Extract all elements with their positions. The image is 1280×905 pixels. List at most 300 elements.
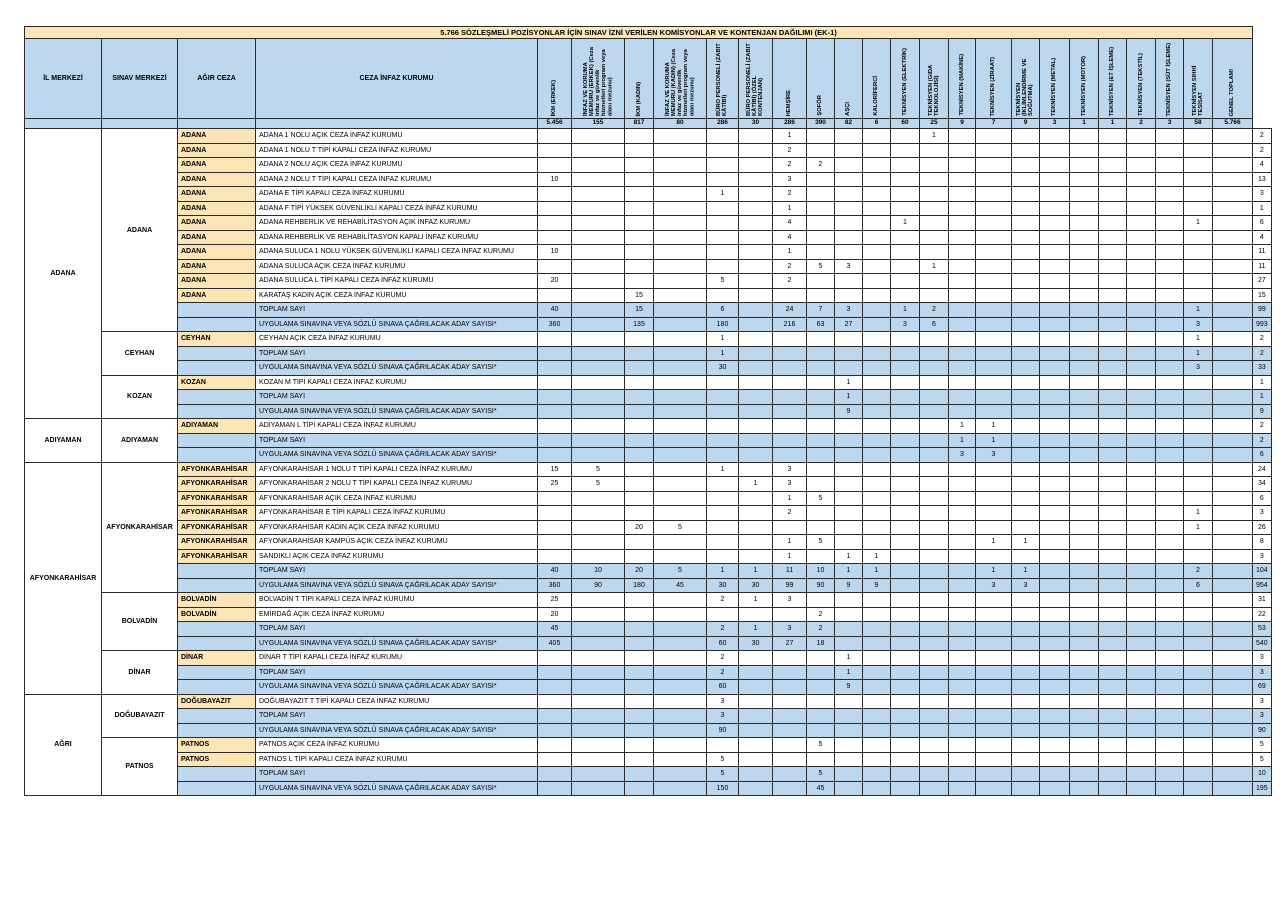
value-cell: 2 [807, 607, 835, 622]
value-cell: 1 [835, 651, 863, 666]
value-cell [835, 694, 863, 709]
value-cell [1156, 201, 1184, 216]
value-cell [1099, 375, 1127, 390]
value-cell [1099, 781, 1127, 796]
value-cell [891, 665, 920, 680]
value-cell [1184, 535, 1213, 550]
value-cell [1099, 520, 1127, 535]
value-cell [654, 709, 707, 724]
value-cell [1040, 172, 1070, 187]
agir-ceza-cell: ADANA [178, 216, 256, 231]
kurum-cell: UYGULAMA SINAVINA VEYA SÖZLÜ SINAVA ÇAĞRILACAK ADAY SAYISI* [256, 723, 538, 738]
value-cell [538, 491, 572, 506]
genel-toplam-cell: 5 [1253, 738, 1272, 753]
value-cell [773, 738, 807, 753]
value-cell [538, 187, 572, 202]
summary-row [25, 781, 1272, 796]
value-cell [572, 535, 625, 550]
value-cell [1012, 781, 1040, 796]
agir-ceza-cell [178, 433, 256, 448]
value-cell [1127, 665, 1156, 680]
kurum-cell: UYGULAMA SINAVINA VEYA SÖZLÜ SINAVA ÇAĞRILACAK ADAY SAYISI* [256, 448, 538, 463]
value-cell [1127, 259, 1156, 274]
header-position-label: TEKNİSYEN (GIDA TEKNOLOJİSİ) [927, 65, 940, 116]
value-cell: 3 [891, 317, 920, 332]
header-position [538, 39, 572, 119]
value-cell [1012, 680, 1040, 695]
kurum-cell: TOPLAM SAYI [256, 303, 538, 318]
value-cell [1099, 694, 1127, 709]
value-cell [1127, 303, 1156, 318]
kurum-cell: ADANA F TİPİ YÜKSEK GÜVENLİKLİ KAPALI CEZA İNFAZ KURUMU [256, 201, 538, 216]
value-cell [1213, 767, 1253, 782]
table-row [25, 274, 1272, 289]
value-cell [835, 622, 863, 637]
value-cell [863, 201, 891, 216]
value-cell [1213, 491, 1253, 506]
value-cell [949, 361, 976, 376]
value-cell [1099, 419, 1127, 434]
agir-ceza-cell: ADANA [178, 129, 256, 144]
value-cell [538, 752, 572, 767]
value-cell [1099, 738, 1127, 753]
value-cell [1012, 172, 1040, 187]
value-cell [1184, 549, 1213, 564]
value-cell [654, 419, 707, 434]
value-cell [863, 129, 891, 144]
table-row [25, 129, 1272, 144]
value-cell [976, 593, 1012, 608]
value-cell [807, 752, 835, 767]
header-position-label: TEKNİSYEN (ZİRAAT) [990, 56, 997, 116]
value-cell [1099, 665, 1127, 680]
value-cell [1184, 172, 1213, 187]
header-position [1012, 39, 1040, 119]
value-cell [1012, 607, 1040, 622]
value-cell [654, 477, 707, 492]
genel-toplam-cell: 6 [1253, 216, 1272, 231]
value-cell [1156, 158, 1184, 173]
value-cell [1184, 433, 1213, 448]
table-row [25, 535, 1272, 550]
value-cell [863, 607, 891, 622]
value-cell [739, 680, 773, 695]
value-cell [1012, 259, 1040, 274]
value-cell [538, 332, 572, 347]
position-total: 80 [654, 119, 707, 129]
agir-ceza-cell [178, 767, 256, 782]
value-cell: 60 [707, 680, 739, 695]
kurum-cell: UYGULAMA SINAVINA VEYA SÖZLÜ SINAVA ÇAĞRILACAK ADAY SAYISI* [256, 636, 538, 651]
value-cell: 1 [1184, 332, 1213, 347]
value-cell [835, 723, 863, 738]
value-cell: 20 [538, 607, 572, 622]
kurum-cell: AFYONKARAHİSAR AÇIK CEZA İNFAZ KURUMU [256, 491, 538, 506]
value-cell [891, 723, 920, 738]
value-cell [654, 680, 707, 695]
value-cell [1213, 680, 1253, 695]
value-cell [863, 665, 891, 680]
value-cell [1127, 767, 1156, 782]
value-cell [976, 317, 1012, 332]
header-agir-ceza: AĞIR CEZA [178, 39, 256, 119]
header-position-label: ŞOFÖR [817, 95, 824, 116]
value-cell: 2 [807, 622, 835, 637]
value-cell [1012, 129, 1040, 144]
kurum-cell: UYGULAMA SINAVINA VEYA SÖZLÜ SINAVA ÇAĞRILACAK ADAY SAYISI* [256, 781, 538, 796]
value-cell [1040, 477, 1070, 492]
kurum-cell: AFYONKARAHİSAR 2 NOLU T TİPİ KAPALI CEZA İNFAZ KURUMU [256, 477, 538, 492]
value-cell: 1 [773, 245, 807, 260]
value-cell [807, 230, 835, 245]
sinav-merkezi-cell: ADIYAMAN [102, 419, 178, 463]
value-cell [891, 404, 920, 419]
value-cell [863, 346, 891, 361]
value-cell [976, 491, 1012, 506]
value-cell [1040, 462, 1070, 477]
value-cell [1040, 622, 1070, 637]
value-cell [863, 303, 891, 318]
value-cell [976, 172, 1012, 187]
value-cell [891, 781, 920, 796]
value-cell [1184, 259, 1213, 274]
table-row [25, 332, 1272, 347]
value-cell [891, 172, 920, 187]
value-cell [739, 143, 773, 158]
value-cell [1070, 158, 1099, 173]
value-cell [976, 477, 1012, 492]
value-cell [920, 419, 949, 434]
value-cell [1099, 448, 1127, 463]
value-cell [572, 361, 625, 376]
value-cell [863, 332, 891, 347]
value-cell [863, 288, 891, 303]
position-total: 82 [835, 119, 863, 129]
value-cell [1070, 274, 1099, 289]
value-cell [1156, 564, 1184, 579]
position-total: 5.456 [538, 119, 572, 129]
value-cell [835, 201, 863, 216]
agir-ceza-cell: AFYONKARAHİSAR [178, 520, 256, 535]
header-position-label: TEKNİSYEN (İKLİMLENDİRME VE SOĞUTMA) [1016, 58, 1035, 116]
header-position [891, 39, 920, 119]
value-cell [572, 346, 625, 361]
value-cell [891, 593, 920, 608]
value-cell [739, 332, 773, 347]
value-cell [863, 694, 891, 709]
value-cell [773, 404, 807, 419]
value-cell [863, 709, 891, 724]
value-cell [891, 477, 920, 492]
value-cell [1012, 462, 1040, 477]
value-cell [835, 288, 863, 303]
agir-ceza-cell: CEYHAN [178, 332, 256, 347]
value-cell [976, 723, 1012, 738]
table-row [25, 259, 1272, 274]
value-cell [1040, 259, 1070, 274]
position-total: 1 [1070, 119, 1099, 129]
value-cell [707, 158, 739, 173]
value-cell [1070, 187, 1099, 202]
value-cell [976, 738, 1012, 753]
value-cell [1127, 230, 1156, 245]
value-cell [572, 216, 625, 231]
value-cell [1040, 781, 1070, 796]
value-cell [949, 665, 976, 680]
value-cell [1070, 143, 1099, 158]
value-cell [949, 332, 976, 347]
value-cell [1127, 520, 1156, 535]
value-cell [807, 433, 835, 448]
value-cell [572, 781, 625, 796]
value-cell: 360 [538, 317, 572, 332]
value-cell [807, 723, 835, 738]
value-cell [1012, 665, 1040, 680]
header-position [920, 39, 949, 119]
value-cell [920, 607, 949, 622]
value-cell: 150 [707, 781, 739, 796]
genel-toplam-cell: 1 [1253, 201, 1272, 216]
value-cell: 1 [773, 201, 807, 216]
kurum-cell: AFYONKARAHİSAR KAMPÜS AÇIK CEZA İNFAZ KURUMU [256, 535, 538, 550]
value-cell [1070, 636, 1099, 651]
value-cell [1070, 694, 1099, 709]
value-cell: 180 [707, 317, 739, 332]
value-cell: 20 [538, 274, 572, 289]
value-cell [654, 622, 707, 637]
value-cell [739, 665, 773, 680]
value-cell [654, 346, 707, 361]
title-row [25, 27, 1272, 39]
value-cell [807, 129, 835, 144]
value-cell [949, 549, 976, 564]
value-cell [1127, 738, 1156, 753]
value-cell [1184, 636, 1213, 651]
value-cell [1213, 694, 1253, 709]
value-cell [891, 578, 920, 593]
value-cell: 5 [807, 491, 835, 506]
value-cell [1099, 535, 1127, 550]
value-cell [625, 433, 654, 448]
genel-toplam-cell: 90 [1253, 723, 1272, 738]
value-cell [920, 694, 949, 709]
value-cell: 10 [538, 172, 572, 187]
value-cell: 1 [773, 549, 807, 564]
value-cell [807, 375, 835, 390]
value-cell: 2 [707, 593, 739, 608]
value-cell [572, 332, 625, 347]
genel-toplam-cell: 99 [1253, 303, 1272, 318]
value-cell [654, 767, 707, 782]
value-cell [863, 506, 891, 521]
value-cell [807, 216, 835, 231]
value-cell [863, 477, 891, 492]
value-cell [707, 288, 739, 303]
value-cell [976, 462, 1012, 477]
value-cell [1099, 433, 1127, 448]
table-row [25, 549, 1272, 564]
value-cell: 1 [835, 564, 863, 579]
genel-toplam-cell: 3 [1253, 549, 1272, 564]
value-cell [773, 346, 807, 361]
agir-ceza-cell: AFYONKARAHİSAR [178, 491, 256, 506]
value-cell [625, 491, 654, 506]
value-cell [891, 680, 920, 695]
sinav-merkezi-cell: KOZAN [102, 375, 178, 419]
table-row [25, 520, 1272, 535]
value-cell [891, 738, 920, 753]
value-cell [654, 259, 707, 274]
value-cell [1040, 288, 1070, 303]
value-cell [1012, 288, 1040, 303]
value-cell [1070, 767, 1099, 782]
value-cell [1127, 506, 1156, 521]
value-cell [739, 172, 773, 187]
value-cell [976, 303, 1012, 318]
value-cell [773, 723, 807, 738]
genel-toplam-cell: 1 [1253, 390, 1272, 405]
value-cell: 45 [538, 622, 572, 637]
table-row [25, 607, 1272, 622]
value-cell [891, 694, 920, 709]
value-cell [625, 593, 654, 608]
value-cell: 2 [773, 158, 807, 173]
value-cell [739, 230, 773, 245]
value-cell [1184, 680, 1213, 695]
value-cell [920, 187, 949, 202]
value-cell: 2 [773, 143, 807, 158]
value-cell [654, 665, 707, 680]
value-cell [739, 158, 773, 173]
position-total: 6 [863, 119, 891, 129]
value-cell [1099, 477, 1127, 492]
value-cell: 1 [1184, 346, 1213, 361]
value-cell [891, 143, 920, 158]
header-position [863, 39, 891, 119]
value-cell [1070, 317, 1099, 332]
value-cell [1156, 549, 1184, 564]
value-cell [538, 390, 572, 405]
value-cell [863, 723, 891, 738]
value-cell [1184, 752, 1213, 767]
position-total: 817 [625, 119, 654, 129]
value-cell [625, 346, 654, 361]
value-cell [1184, 288, 1213, 303]
kurum-cell: ADANA 1 NOLU T TİPİ KAPALI CEZA İNFAZ KURUMU [256, 143, 538, 158]
value-cell [773, 419, 807, 434]
value-cell [1040, 419, 1070, 434]
table-row [25, 216, 1272, 231]
value-cell [773, 361, 807, 376]
value-cell: 2 [1184, 564, 1213, 579]
genel-toplam-cell: 2 [1253, 419, 1272, 434]
value-cell [1184, 201, 1213, 216]
value-cell [949, 709, 976, 724]
value-cell [949, 129, 976, 144]
value-cell [1213, 462, 1253, 477]
value-cell [920, 506, 949, 521]
value-cell [1040, 303, 1070, 318]
value-cell [976, 520, 1012, 535]
value-cell [625, 549, 654, 564]
value-cell [863, 738, 891, 753]
value-cell: 1 [707, 187, 739, 202]
value-cell [572, 433, 625, 448]
value-cell: 2 [773, 274, 807, 289]
value-cell [707, 216, 739, 231]
value-cell [1156, 404, 1184, 419]
value-cell: 10 [538, 245, 572, 260]
value-cell [1184, 622, 1213, 637]
header-position [739, 39, 773, 119]
value-cell [1012, 709, 1040, 724]
value-cell [835, 636, 863, 651]
value-cell [976, 622, 1012, 637]
value-cell [1070, 419, 1099, 434]
value-cell [1156, 346, 1184, 361]
header-position [1213, 39, 1253, 119]
value-cell [863, 187, 891, 202]
value-cell [1127, 694, 1156, 709]
value-cell [863, 404, 891, 419]
value-cell: 40 [538, 303, 572, 318]
value-cell [654, 172, 707, 187]
value-cell [1156, 390, 1184, 405]
value-cell [1184, 274, 1213, 289]
kurum-cell: UYGULAMA SINAVINA VEYA SÖZLÜ SINAVA ÇAĞRILACAK ADAY SAYISI* [256, 317, 538, 332]
value-cell [538, 129, 572, 144]
value-cell [654, 230, 707, 245]
value-cell [835, 433, 863, 448]
value-cell: 1 [863, 549, 891, 564]
value-cell [1184, 129, 1213, 144]
kurum-cell: TOPLAM SAYI [256, 767, 538, 782]
value-cell [891, 201, 920, 216]
genel-toplam-cell: 53 [1253, 622, 1272, 637]
value-cell [538, 535, 572, 550]
value-cell [976, 549, 1012, 564]
value-cell [1213, 593, 1253, 608]
value-cell [707, 607, 739, 622]
agir-ceza-cell: ADANA [178, 274, 256, 289]
agir-ceza-cell [178, 680, 256, 695]
value-cell [1070, 245, 1099, 260]
value-cell [572, 419, 625, 434]
value-cell [572, 390, 625, 405]
header-position [807, 39, 835, 119]
value-cell: 30 [739, 636, 773, 651]
value-cell [1040, 578, 1070, 593]
table-row [25, 158, 1272, 173]
value-cell: 45 [654, 578, 707, 593]
value-cell: 6 [707, 303, 739, 318]
value-cell [1213, 622, 1253, 637]
genel-toplam-cell: 11 [1253, 245, 1272, 260]
value-cell [1156, 433, 1184, 448]
summary-row [25, 448, 1272, 463]
table-row [25, 651, 1272, 666]
value-cell [572, 738, 625, 753]
header-position-label: TEKNİSYEN (SÜT İŞLEME) [1166, 42, 1173, 116]
value-cell: 6 [1184, 578, 1213, 593]
value-cell [1184, 230, 1213, 245]
value-cell [1127, 346, 1156, 361]
value-cell [1184, 651, 1213, 666]
value-cell [891, 419, 920, 434]
value-cell [625, 680, 654, 695]
value-cell [739, 752, 773, 767]
value-cell [625, 216, 654, 231]
